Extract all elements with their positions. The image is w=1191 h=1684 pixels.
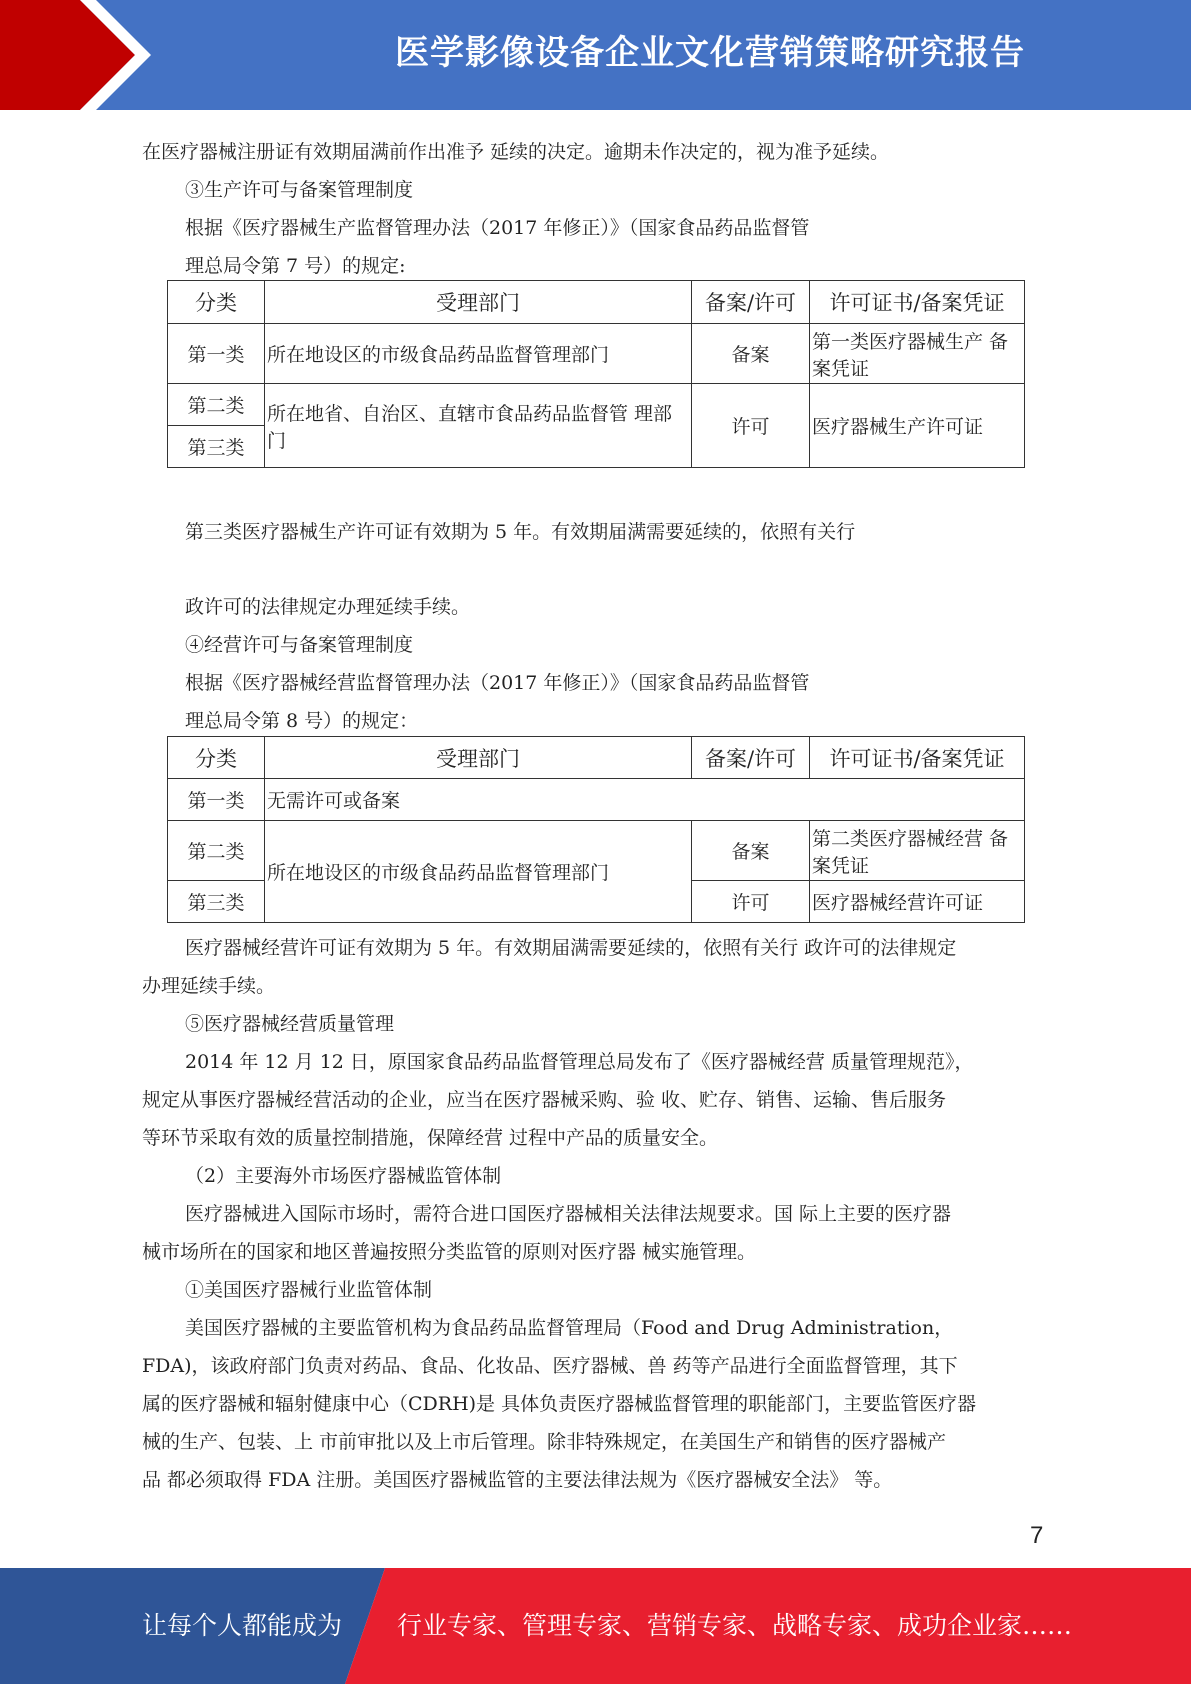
table-header-row (168, 737, 1025, 779)
table-row (168, 384, 1025, 426)
table-row (168, 779, 1025, 821)
table-cell: 许可 (692, 384, 810, 468)
table-row (168, 324, 1025, 384)
paragraph-line: 理总局令第 7 号）的规定: (185, 255, 406, 277)
paragraph-line: 在医疗器械注册证有效期届满前作出准予 延续的决定。逾期未作决定的，视为准予延续。 (142, 141, 890, 163)
paragraph-line: 根据《医疗器械生产监督管理办法（2017 年修正）》（国家食品药品监督管 (185, 217, 810, 239)
section-heading: （2）主要海外市场医疗器械监管体制 (185, 1165, 502, 1187)
table-header-row (168, 281, 1025, 324)
table-cell: 第三类 (168, 426, 265, 468)
table-cell: 第三类 (168, 881, 265, 923)
section-heading: ③生产许可与备案管理制度 (185, 179, 414, 201)
paragraph-line: 根据《医疗器械经营监督管理办法（2017 年修正）》（国家食品药品监督管 (185, 672, 810, 694)
table-header-cell: 分类 (168, 737, 265, 779)
section-heading: ⑤医疗器械经营质量管理 (185, 1013, 395, 1035)
table-cell: 第二类医疗器械经营 备案凭证 (810, 821, 1025, 881)
header-arrow-decoration (0, 0, 240, 110)
table-cell: 医疗器械经营许可证 (810, 881, 1025, 923)
table-header-cell: 受理部门 (265, 737, 692, 779)
paragraph-line: 理总局令第 8 号）的规定： (185, 710, 419, 732)
table-header-cell: 许可证书/备案凭证 (810, 737, 1025, 779)
paragraph-line: FDA)，该政府部门负责对药品、食品、化妆品、医疗器械、兽 药等产品进行全面监督管理，其下 (142, 1355, 958, 1377)
table-row (168, 821, 1025, 881)
table-cell: 所在地省、自治区、直辖市食品药品监督管 理部门 (265, 384, 692, 468)
table-header-cell: 许可证书/备案凭证 (810, 281, 1025, 324)
table-cell: 第二类 (168, 384, 265, 426)
table-cell: 第一类 (168, 324, 265, 384)
page-footer (0, 1568, 1191, 1684)
table-header-cell: 分类 (168, 281, 265, 324)
paragraph-line: 械市场所在的国家和地区普遍按照分类监管的原则对医疗器 械实施管理。 (142, 1241, 757, 1263)
paragraph-line: 政许可的法律规定办理延续手续。 (185, 596, 471, 618)
table-cell: 所在地设区的市级食品药品监督管理部门 (265, 324, 692, 384)
paragraph-line: 医疗器械经营许可证有效期为 5 年。有效期届满需要延续的，依照有关行 政许可的法律规定 (185, 937, 957, 959)
paragraph-line: 美国医疗器械的主要监管机构为食品药品监督管理局（Food and Drug Administration， (185, 1317, 954, 1339)
page-header (0, 0, 1191, 110)
page-number: 7 (1030, 1522, 1044, 1549)
paragraph-line: 械的生产、包装、上 市前审批以及上市后管理。除非特殊规定，在美国生产和销售的医疗器械产 (142, 1431, 947, 1453)
paragraph-line: 品 都必须取得 FDA 注册。美国医疗器械监管的主要法律法规为《医疗器械安全法》 等。 (142, 1469, 893, 1491)
paragraph-line: 属的医疗器械和辐射健康中心（CDRH)是 具体负责医疗器械监督管理的职能部门，主要监管医疗器 (142, 1393, 977, 1415)
footer-slogan-right: 行业专家、管理专家、营销专家、战略专家、成功企业家…… (397, 1611, 1073, 1640)
table-header-cell: 受理部门 (265, 281, 692, 324)
production-license-table (167, 280, 1025, 468)
paragraph-line: 等环节采取有效的质量控制措施，保障经营 过程中产品的质量安全。 (142, 1127, 719, 1149)
table-cell: 无需许可或备案 (265, 779, 1025, 821)
table-cell: 第一类医疗器械生产 备案凭证 (810, 324, 1025, 384)
distribution-license-table (167, 736, 1025, 923)
table-cell: 第一类 (168, 779, 265, 821)
paragraph-line: 规定从事医疗器械经营活动的企业，应当在医疗器械采购、验 收、贮存、销售、运输、售后服务 (142, 1089, 947, 1111)
section-heading: ①美国医疗器械行业监管体制 (185, 1279, 433, 1301)
table-cell: 许可 (692, 881, 810, 923)
table-cell: 备案 (692, 324, 810, 384)
table-header-cell: 备案/许可 (692, 281, 810, 324)
table-cell: 所在地设区的市级食品药品监督管理部门 (265, 821, 692, 923)
section-heading: ④经营许可与备案管理制度 (185, 634, 414, 656)
paragraph-line: 医疗器械进入国际市场时，需符合进口国医疗器械相关法律法规要求。国 际上主要的医疗器 (185, 1203, 952, 1225)
footer-slogan-left: 让每个人都能成为 (142, 1611, 343, 1640)
header-title: 医学影像设备企业文化营销策略研究报告 (395, 33, 1025, 73)
paragraph-line: 2014 年 12 月 12 日，原国家食品药品监督管理总局发布了《医疗器械经营 质量管理规范》， (185, 1051, 974, 1073)
paragraph-line: 第三类医疗器械生产许可证有效期为 5 年。有效期届满需要延续的，依照有关行 (185, 521, 856, 543)
table-cell: 医疗器械生产许可证 (810, 384, 1025, 468)
table-cell: 第二类 (168, 821, 265, 881)
table-header-cell: 备案/许可 (692, 737, 810, 779)
table-cell: 备案 (692, 821, 810, 881)
paragraph-line: 办理延续手续。 (142, 975, 276, 997)
